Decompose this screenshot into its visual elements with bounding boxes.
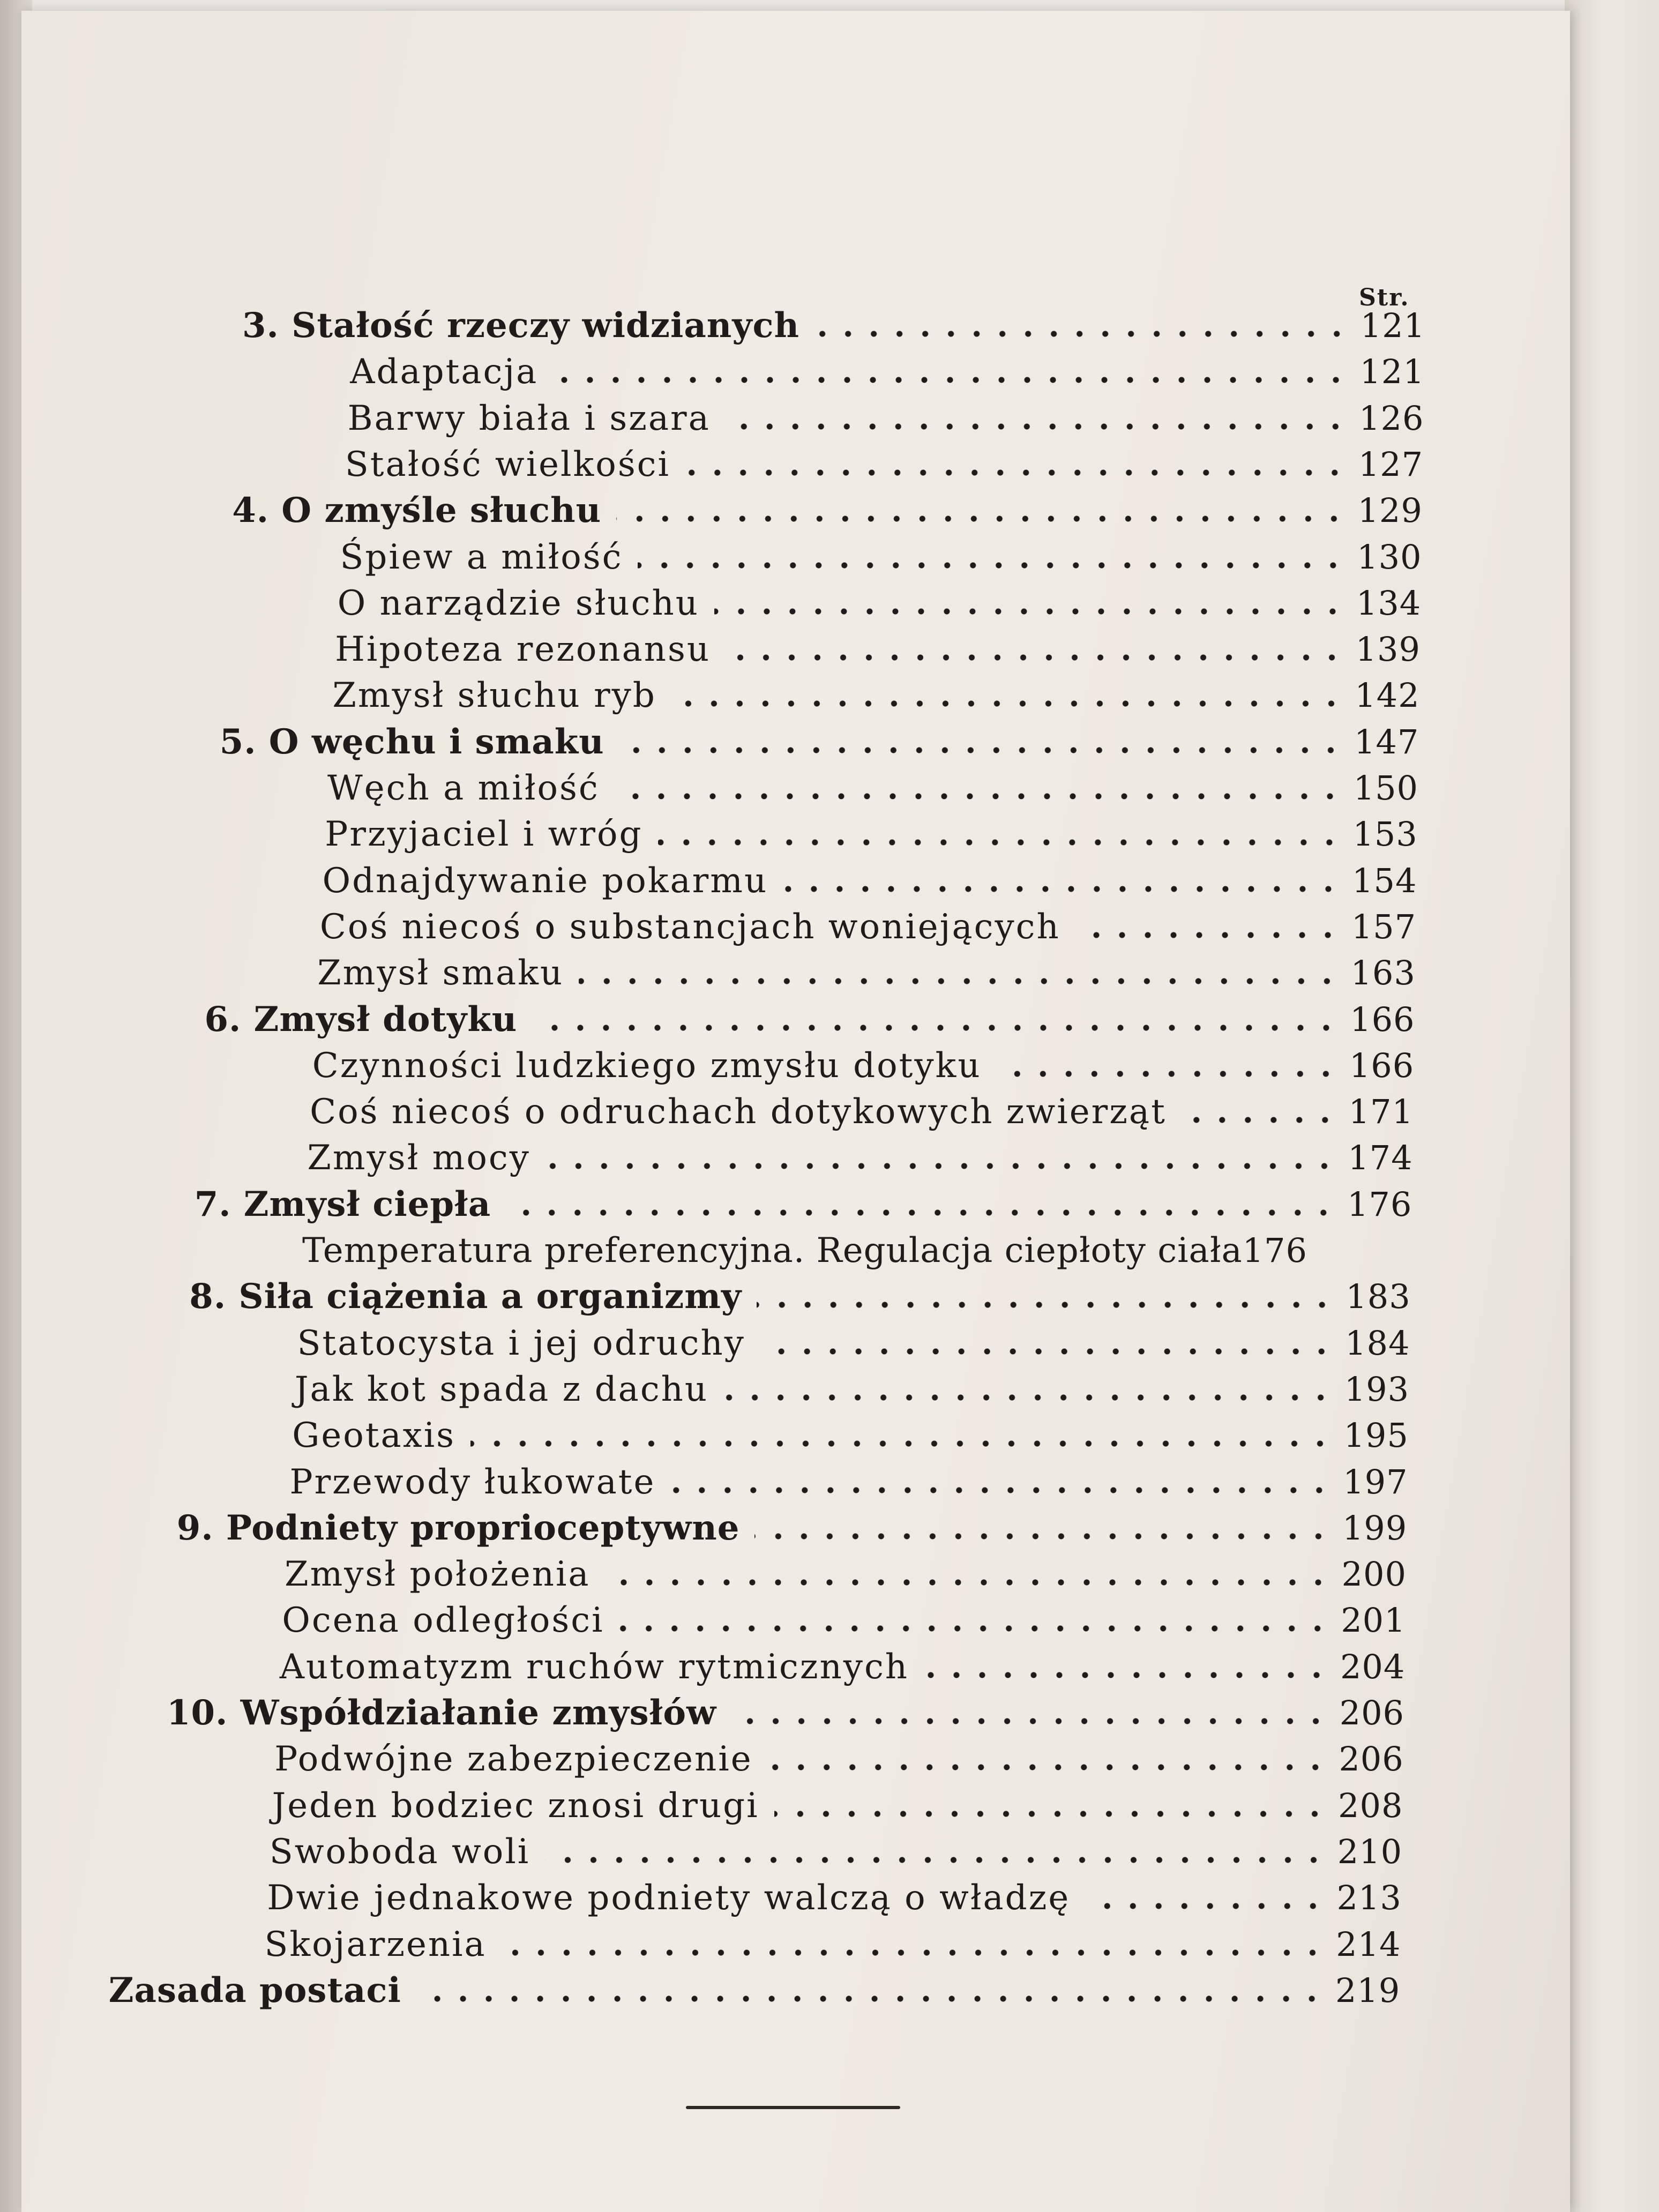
toc-entry-page-number: 197 bbox=[1343, 1462, 1408, 1501]
toc-entry bbox=[267, 1877, 1402, 1919]
toc-entry bbox=[290, 1461, 1408, 1504]
toc-entry-page-number: 208 bbox=[1338, 1785, 1403, 1825]
toc-entry bbox=[317, 952, 1416, 995]
toc-entry-title: Zmysł słuchu ryb bbox=[332, 676, 656, 716]
dot-leader bbox=[1075, 929, 1341, 941]
toc-entry bbox=[195, 1183, 1413, 1226]
toc-entry-title: Zmysł położenia bbox=[285, 1555, 591, 1595]
toc-entry-title: 7. Zmysł ciepła bbox=[194, 1184, 491, 1224]
toc-entry-page-number: 214 bbox=[1336, 1924, 1401, 1964]
toc-entry-title: 3. Stałość rzeczy widzianych bbox=[242, 305, 799, 346]
toc-entry bbox=[270, 1830, 1402, 1873]
toc-entry bbox=[310, 1090, 1414, 1133]
toc-entry bbox=[323, 860, 1417, 902]
toc-entry-page-number: 219 bbox=[1335, 1970, 1401, 2010]
toc-entry-title: Barwy biała i szara bbox=[347, 398, 711, 438]
toc-entry-page-number: 134 bbox=[1356, 583, 1422, 623]
toc-entry-page-number: 193 bbox=[1344, 1369, 1410, 1409]
toc-entry bbox=[177, 1507, 1407, 1550]
toc-entry-page-number: 129 bbox=[1357, 491, 1423, 530]
toc-entry-title: Coś niecoś o substancjach woniejących bbox=[319, 907, 1060, 947]
toc-entry-page-number: 139 bbox=[1355, 630, 1421, 669]
toc-entry bbox=[325, 813, 1417, 856]
toc-entry-title: Stałość wielkości bbox=[345, 444, 670, 484]
dot-leader bbox=[685, 467, 1348, 479]
toc-entry bbox=[292, 1414, 1409, 1457]
book-page bbox=[21, 11, 1570, 2212]
toc-entry-title: Przyjaciel i wróg bbox=[325, 814, 643, 855]
toc-entry bbox=[338, 582, 1421, 625]
page-column-header: Str. bbox=[1359, 284, 1410, 311]
toc-entry-title: O narządzie słuchu bbox=[337, 583, 699, 623]
dot-leader bbox=[757, 1299, 1335, 1311]
toc-entry-title: 8. Siła ciążenia a organizmy bbox=[189, 1276, 742, 1317]
dot-leader bbox=[726, 421, 1348, 432]
toc-entry-page-number: 184 bbox=[1345, 1323, 1410, 1363]
toc-entry bbox=[345, 443, 1423, 486]
toc-entry-title: Ocena odległości bbox=[282, 1601, 604, 1641]
dot-leader bbox=[545, 1160, 1337, 1172]
dot-leader bbox=[616, 513, 1347, 525]
toc-entry bbox=[167, 1692, 1404, 1735]
toc-entry-title: Skojarzenia bbox=[264, 1924, 487, 1964]
toc-entry bbox=[312, 1044, 1414, 1087]
toc-entry-title: Jak kot spada z dachu bbox=[294, 1369, 709, 1409]
dot-leader bbox=[1182, 1114, 1338, 1126]
toc-entry-title: Adaptacja bbox=[350, 352, 539, 392]
dot-leader bbox=[924, 1669, 1329, 1681]
dot-leader bbox=[502, 1947, 1325, 1959]
toc-entry-page-number: 210 bbox=[1337, 1832, 1403, 1871]
toc-entry-page-number: 126 bbox=[1359, 398, 1424, 438]
toc-entry-title: Temperatura preferencyjna. Regulacja ciepłoty ciała bbox=[302, 1231, 1243, 1271]
toc-entry-page-number: 174 bbox=[1348, 1138, 1413, 1178]
dot-leader bbox=[416, 1993, 1325, 2005]
toc-entry-page-number: 206 bbox=[1339, 1693, 1404, 1732]
table-of-contents bbox=[21, 11, 1570, 2212]
toc-entry-page-number: 183 bbox=[1346, 1277, 1411, 1317]
toc-entry-page-number: 201 bbox=[1341, 1601, 1406, 1640]
toc-entry-page-number: 206 bbox=[1339, 1739, 1404, 1779]
dot-leader bbox=[506, 1207, 1336, 1219]
toc-entry bbox=[320, 906, 1416, 948]
toc-entry-title: Czynności ludzkiego zmysłu dotyku bbox=[312, 1045, 982, 1086]
toc-entry-page-number: 176 bbox=[1347, 1184, 1413, 1224]
toc-entry-title: 4. O zmyśle słuchu bbox=[232, 490, 602, 531]
dot-leader bbox=[731, 1715, 1329, 1727]
toc-entry-title: Zmysł smaku bbox=[317, 953, 564, 993]
toc-entry bbox=[285, 1553, 1407, 1596]
dot-leader bbox=[783, 883, 1341, 895]
toc-entry-title: Coś niecoś o odruchach dotykowych zwierząt bbox=[310, 1092, 1167, 1132]
toc-entry bbox=[302, 1229, 1411, 1272]
toc-entry bbox=[350, 350, 1424, 393]
toc-entry bbox=[307, 1137, 1413, 1179]
dot-leader bbox=[1085, 1900, 1326, 1912]
toc-entry bbox=[348, 397, 1424, 440]
toc-entry bbox=[280, 1646, 1406, 1688]
dot-leader bbox=[579, 975, 1340, 987]
dot-leader bbox=[545, 1854, 1326, 1866]
toc-entry-page-number: 213 bbox=[1336, 1878, 1402, 1918]
toc-entry-title: Węch a miłość bbox=[327, 768, 600, 808]
toc-entry bbox=[272, 1784, 1403, 1827]
dot-leader bbox=[619, 744, 1343, 756]
toc-entry-page-number: 142 bbox=[1355, 676, 1420, 715]
toc-entry bbox=[297, 1322, 1410, 1365]
toc-entry-page-number: 195 bbox=[1343, 1416, 1409, 1455]
dot-leader bbox=[768, 1761, 1328, 1773]
toc-entry-page-number: 166 bbox=[1350, 999, 1415, 1039]
toc-entry-page-number: 166 bbox=[1349, 1045, 1415, 1085]
toc-entry bbox=[205, 998, 1415, 1041]
dot-leader bbox=[671, 698, 1344, 709]
toc-entry bbox=[220, 721, 1419, 764]
toc-entry-title: Geotaxis bbox=[292, 1416, 455, 1456]
toc-entry-title: Zmysł mocy bbox=[307, 1138, 530, 1178]
toc-entry bbox=[109, 1969, 1400, 2012]
dot-leader bbox=[814, 328, 1350, 340]
toc-entry-page-number: 121 bbox=[1360, 306, 1425, 345]
toc-entry-title: 5. O węchu i smaku bbox=[219, 721, 604, 762]
dot-leader bbox=[726, 652, 1344, 663]
toc-entry-title: Swoboda woli bbox=[269, 1832, 530, 1872]
toc-entry-title: Statocysta i jej odruchy bbox=[297, 1323, 745, 1363]
dot-leader bbox=[714, 606, 1346, 617]
toc-entry-title: Przewody łukowate bbox=[289, 1462, 656, 1502]
toc-entry-title: 6. Zmysł dotyku bbox=[204, 999, 518, 1040]
toc-entry bbox=[327, 767, 1418, 810]
toc-entry-title: Hipoteza rezonansu bbox=[335, 630, 711, 670]
toc-entry bbox=[274, 1738, 1403, 1781]
toc-entry-page-number: 153 bbox=[1352, 814, 1418, 854]
toc-entry-page-number: 176 bbox=[1242, 1231, 1307, 1270]
dot-leader bbox=[760, 1346, 1334, 1357]
toc-entry-page-number: 121 bbox=[1359, 352, 1425, 392]
toc-entry-title: Śpiew a miłość bbox=[340, 537, 623, 577]
toc-entry-page-number: 171 bbox=[1348, 1092, 1414, 1132]
toc-entry-page-number: 154 bbox=[1352, 861, 1417, 900]
toc-entry-title: Podwójne zabezpieczenie bbox=[274, 1739, 753, 1780]
toc-entry-page-number: 150 bbox=[1353, 768, 1418, 808]
toc-entry-page-number: 200 bbox=[1341, 1555, 1407, 1594]
toc-entry-page-number: 147 bbox=[1354, 722, 1419, 761]
toc-entry bbox=[332, 674, 1419, 717]
dot-leader bbox=[553, 374, 1349, 386]
dot-leader bbox=[997, 1068, 1339, 1080]
toc-entry bbox=[335, 628, 1421, 671]
dot-leader bbox=[670, 1484, 1332, 1496]
toc-entry-title: Odnajdywanie pokarmu bbox=[322, 861, 768, 901]
dot-leader bbox=[754, 1530, 1331, 1542]
toc-entry-page-number: 157 bbox=[1351, 907, 1417, 946]
dot-leader bbox=[470, 1438, 1333, 1449]
dot-leader bbox=[723, 1392, 1334, 1403]
dot-leader bbox=[658, 836, 1342, 848]
toc-entry bbox=[295, 1368, 1409, 1411]
toc-entry-page-number: 130 bbox=[1357, 537, 1422, 577]
end-rule bbox=[686, 2106, 900, 2109]
toc-entry-title: Automatyzm ruchów rytmicznych bbox=[279, 1647, 909, 1687]
toc-entry-title: 9. Podniety proprioceptywne bbox=[176, 1507, 740, 1548]
toc-entry bbox=[189, 1275, 1410, 1318]
toc-entry-page-number: 199 bbox=[1342, 1508, 1408, 1548]
book-spine-edge bbox=[1565, 0, 1659, 2212]
toc-entry bbox=[242, 304, 1425, 347]
dot-leader bbox=[774, 1808, 1327, 1820]
toc-entry bbox=[265, 1923, 1401, 1966]
toc-entry-page-number: 127 bbox=[1358, 444, 1424, 484]
toc-entry-page-number: 204 bbox=[1340, 1647, 1406, 1686]
dot-leader bbox=[615, 790, 1343, 802]
toc-entry-title: Jeden bodziec znosi drugi bbox=[272, 1785, 759, 1826]
toc-entry bbox=[232, 489, 1423, 532]
dot-leader bbox=[606, 1576, 1331, 1588]
toc-entry-title: Dwie jednakowe podniety walczą o władzę bbox=[267, 1878, 1071, 1918]
dot-leader bbox=[638, 559, 1346, 571]
toc-entry-title: Zasada postaci bbox=[108, 1970, 401, 2011]
toc-entry bbox=[282, 1599, 1406, 1642]
toc-entry-page-number: 163 bbox=[1350, 953, 1416, 993]
dot-leader bbox=[532, 1022, 1339, 1034]
toc-entry-title: 10. Współdziałanie zmysłów bbox=[167, 1693, 717, 1733]
toc-entry bbox=[340, 536, 1422, 579]
dot-leader bbox=[619, 1623, 1331, 1634]
